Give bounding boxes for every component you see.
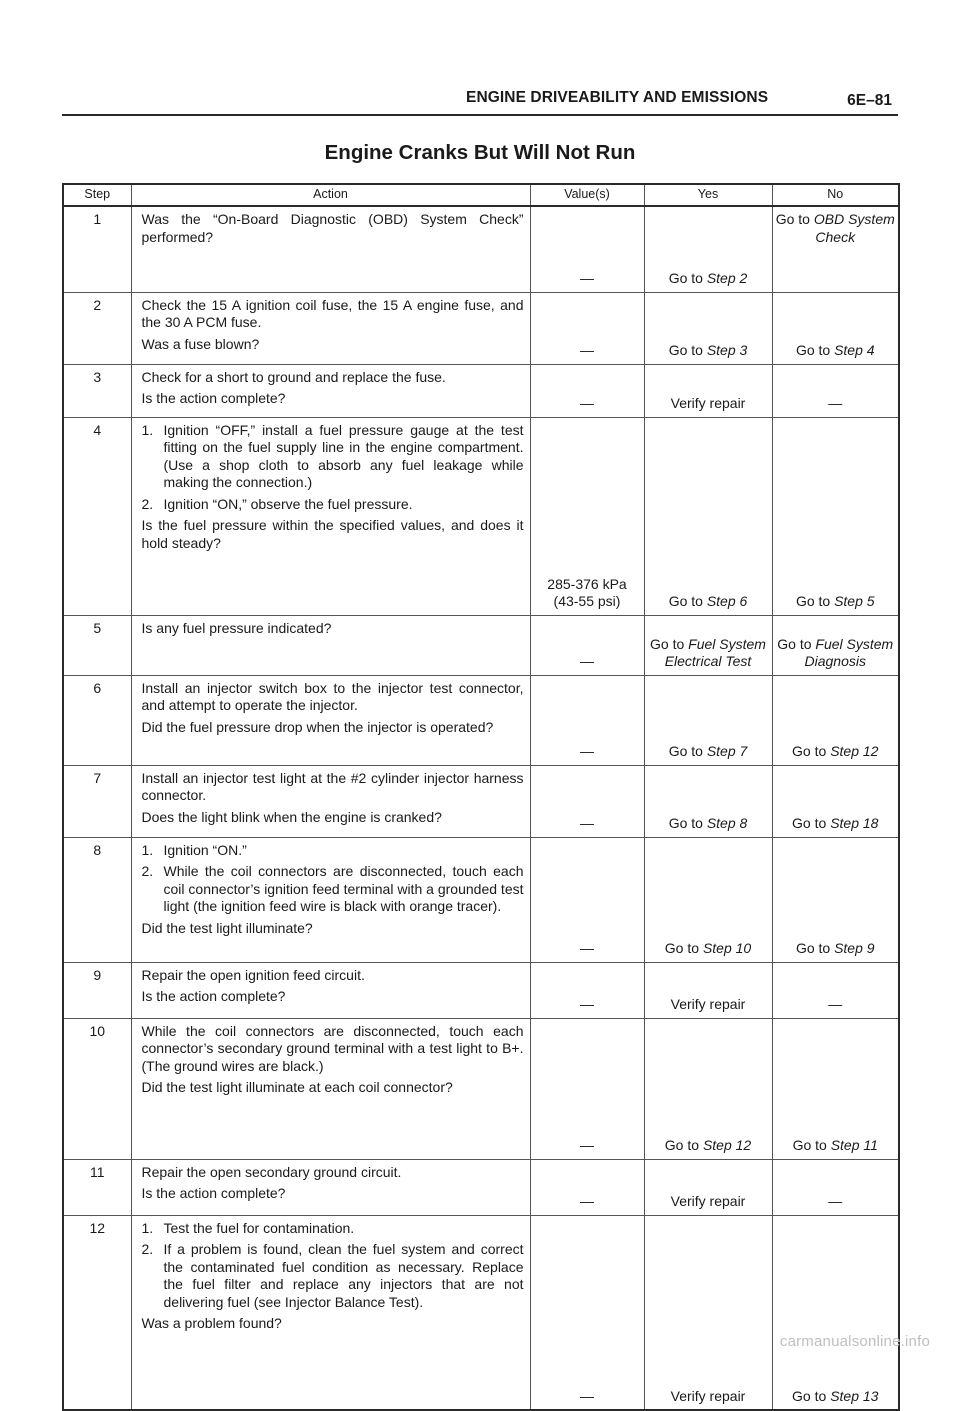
- action-paragraph: Is the action complete?: [141, 390, 286, 406]
- table-row: [63, 1159, 899, 1215]
- value-cell: —: [530, 1215, 644, 1410]
- list-item-text: If a problem is found, clean the fuel system and correct the contaminated fuel condition as necessary. Replace the fuel filter and replace any injectors that are not delivering fuel (see Injector Balance Test).: [163, 1241, 524, 1310]
- table-row: [63, 1018, 899, 1159]
- yes-prefix: Verify repair: [670, 395, 746, 411]
- list-item-text: While the coil connectors are disconnected, touch each coil connector’s ignition feed terminal with a grounded test light (the ignition feed wire is black with orange tracer).: [163, 863, 524, 914]
- action-list-item: [142, 496, 524, 514]
- no-target: Step 9: [834, 940, 875, 956]
- action-paragraph: Is the action complete?: [141, 988, 286, 1004]
- header-yes: Yes: [644, 184, 772, 206]
- list-item-number: 2.: [141, 1241, 154, 1257]
- action-paragraph: Install an injector test light at the #2 cylinder injector harness connector.: [141, 769, 524, 803]
- header-no: No: [772, 184, 899, 206]
- yes-target: Step 7: [706, 743, 748, 759]
- no-cell: [772, 962, 899, 1018]
- no-target: Step 11: [830, 1137, 878, 1153]
- value-cell: —: [530, 1159, 644, 1215]
- action-cell: [131, 615, 530, 675]
- list-item-text: Ignition “ON.”: [163, 841, 247, 858]
- no-target: Step 4: [834, 342, 875, 358]
- action-paragraph: Is the fuel pressure within the specified values, and does it hold steady?: [141, 517, 524, 551]
- action-paragraph: Did the test light illuminate?: [141, 919, 313, 936]
- table-row: [63, 615, 899, 675]
- step-number: 10: [63, 1018, 131, 1159]
- step-number: 2: [63, 292, 131, 364]
- no-prefix: —: [828, 996, 843, 1012]
- no-prefix: Go to: [792, 815, 831, 831]
- action-paragraph: Does the light blink when the engine is cranked?: [141, 808, 442, 825]
- value-cell: —: [530, 1018, 644, 1159]
- step-number: 11: [63, 1159, 131, 1215]
- no-cell: [772, 417, 899, 615]
- no-prefix: Go to: [795, 940, 835, 956]
- table-row: [63, 292, 899, 364]
- action-paragraph: Is any fuel pressure indicated?: [141, 619, 332, 636]
- value-cell: —: [530, 206, 644, 292]
- yes-prefix: Verify repair: [670, 1193, 746, 1209]
- list-item-number: 1.: [141, 421, 154, 438]
- table-row: [63, 364, 899, 417]
- no-cell: [772, 675, 899, 765]
- action-paragraph: Install an injector switch box to the injector test connector, and attempt to operate the injector.: [141, 679, 524, 713]
- no-cell: [772, 1215, 899, 1410]
- page-number: 6E–81: [847, 92, 892, 109]
- yes-prefix: Go to: [668, 815, 707, 831]
- watermark: carmanualsonline.info: [779, 1333, 930, 1350]
- no-cell: [772, 1018, 899, 1159]
- action-list-item: [142, 842, 524, 860]
- no-target: Fuel System Diagnosis: [804, 635, 894, 669]
- step-number: 12: [63, 1215, 131, 1410]
- action-list-item: [142, 863, 524, 916]
- no-prefix: —: [828, 1193, 843, 1209]
- table-row: [63, 675, 899, 765]
- value-cell: —: [530, 765, 644, 837]
- action-cell: [131, 1215, 530, 1410]
- action-cell: [131, 206, 530, 292]
- table-row: [63, 962, 899, 1018]
- value-cell: 285-376 kPa (43-55 psi): [530, 417, 644, 615]
- list-item-number: 1.: [141, 1219, 154, 1236]
- action-cell: [131, 962, 530, 1018]
- header-rule: [62, 114, 898, 116]
- table-row: [63, 837, 899, 962]
- page-title: Engine Cranks But Will Not Run: [324, 141, 636, 164]
- list-item-number: 1.: [141, 841, 154, 858]
- yes-target: Step 6: [706, 593, 748, 609]
- no-prefix: Go to: [795, 593, 835, 609]
- yes-prefix: Go to: [650, 635, 689, 652]
- yes-prefix: Go to: [668, 342, 707, 358]
- table-header-row: [63, 184, 899, 206]
- no-prefix: —: [828, 395, 843, 411]
- action-paragraph: Repair the open ignition feed circuit.: [141, 966, 365, 983]
- action-list-item: [142, 422, 524, 492]
- value-cell: —: [530, 675, 644, 765]
- step-number: 5: [63, 615, 131, 675]
- action-paragraph: Did the fuel pressure drop when the injector is operated?: [141, 718, 494, 735]
- action-paragraph: Was the “On-Board Diagnostic (OBD) System Check” performed?: [141, 211, 524, 245]
- diagnostic-table: [62, 183, 900, 1411]
- list-item-text: Ignition “ON,” observe the fuel pressure.: [163, 495, 413, 512]
- header-values: Value(s): [530, 184, 644, 206]
- no-target: Step 5: [834, 593, 875, 609]
- yes-prefix: Go to: [668, 743, 707, 759]
- no-prefix: Go to: [792, 1137, 831, 1153]
- step-number: 4: [63, 417, 131, 615]
- step-number: 3: [63, 364, 131, 417]
- list-item-text: Test the fuel for contamination.: [163, 1219, 355, 1236]
- header-step: Step: [63, 184, 131, 206]
- yes-cell: [644, 1018, 772, 1159]
- yes-prefix: Go to: [664, 940, 703, 956]
- action-cell: [131, 364, 530, 417]
- step-number: 8: [63, 837, 131, 962]
- no-target: Step 13: [830, 1387, 879, 1404]
- yes-cell: [644, 1159, 772, 1215]
- action-list-item: [142, 1220, 524, 1238]
- no-cell: [772, 837, 899, 962]
- no-target: Step 18: [830, 815, 879, 831]
- yes-prefix: Verify repair: [670, 1387, 746, 1404]
- yes-cell: [644, 962, 772, 1018]
- action-cell: [131, 765, 530, 837]
- yes-target: Step 3: [706, 342, 748, 358]
- no-cell: [772, 364, 899, 417]
- no-prefix: Go to: [775, 211, 814, 227]
- yes-cell: [644, 206, 772, 292]
- value-cell: —: [530, 615, 644, 675]
- action-paragraph: Check the 15 A ignition coil fuse, the 15 A engine fuse, and the 30 A PCM fuse.: [141, 296, 524, 330]
- list-item-number: 2.: [141, 863, 154, 879]
- yes-cell: [644, 765, 772, 837]
- yes-target: Step 8: [706, 815, 748, 831]
- no-cell: [772, 1159, 899, 1215]
- yes-target: Step 12: [702, 1137, 752, 1153]
- value-cell: —: [530, 837, 644, 962]
- table-row: [63, 765, 899, 837]
- action-paragraph: Was a fuse blown?: [141, 335, 260, 352]
- yes-target: Fuel System Electrical Test: [664, 635, 766, 669]
- action-list-item: [142, 1241, 524, 1311]
- yes-cell: [644, 675, 772, 765]
- action-paragraph: Repair the open secondary ground circuit.: [141, 1163, 402, 1180]
- yes-cell: [644, 1215, 772, 1410]
- value-cell: —: [530, 962, 644, 1018]
- yes-cell: [644, 837, 772, 962]
- action-cell: [131, 837, 530, 962]
- yes-prefix: Go to: [664, 1137, 703, 1153]
- action-cell: [131, 675, 530, 765]
- header-action: Action: [131, 184, 530, 206]
- value-cell: —: [530, 292, 644, 364]
- yes-cell: [644, 292, 772, 364]
- yes-prefix: Verify repair: [670, 996, 746, 1012]
- table-row: [63, 417, 899, 615]
- yes-cell: [644, 615, 772, 675]
- table-row: [63, 1215, 899, 1410]
- no-cell: [772, 615, 899, 675]
- action-cell: [131, 1159, 530, 1215]
- action-paragraph: Is the action complete?: [141, 1185, 286, 1201]
- no-prefix: Go to: [777, 635, 816, 652]
- yes-target: Step 10: [702, 940, 752, 956]
- yes-cell: [644, 364, 772, 417]
- action-paragraph: Did the test light illuminate at each coil connector?: [141, 1079, 453, 1095]
- no-cell: [772, 765, 899, 837]
- action-paragraph: While the coil connectors are disconnected, touch each connector’s secondary ground terminal with a test light to B+. (The ground wires are black.): [141, 1022, 524, 1074]
- yes-prefix: Go to: [668, 270, 707, 286]
- no-cell: [772, 292, 899, 364]
- action-paragraph: Check for a short to ground and replace the fuse.: [141, 368, 446, 385]
- yes-target: Step 2: [706, 270, 748, 286]
- yes-cell: [644, 417, 772, 615]
- step-number: 1: [93, 211, 102, 227]
- action-cell: [131, 292, 530, 364]
- no-prefix: Go to: [792, 743, 831, 759]
- no-cell: [772, 206, 899, 292]
- list-item-number: 2.: [141, 495, 154, 512]
- step-number: 9: [63, 962, 131, 1018]
- list-item-text: Ignition “OFF,” install a fuel pressure gauge at the test fitting on the fuel supply line in the engine compartment. (Use a shop cloth to absorb any fuel leakage while making the connection.): [163, 421, 524, 490]
- no-target: Step 12: [830, 743, 879, 759]
- no-prefix: Go to: [792, 1387, 831, 1404]
- step-number: 6: [63, 675, 131, 765]
- action-cell: [131, 417, 530, 615]
- value-cell: —: [530, 364, 644, 417]
- table-row: [63, 206, 899, 292]
- step-number: 7: [63, 765, 131, 837]
- action-paragraph: Was a problem found?: [141, 1315, 282, 1331]
- running-header-title: ENGINE DRIVEABILITY AND EMISSIONS: [466, 89, 769, 106]
- no-target: OBD System Check: [813, 211, 895, 245]
- yes-prefix: Go to: [668, 593, 707, 609]
- no-prefix: Go to: [795, 342, 835, 358]
- action-cell: [131, 1018, 530, 1159]
